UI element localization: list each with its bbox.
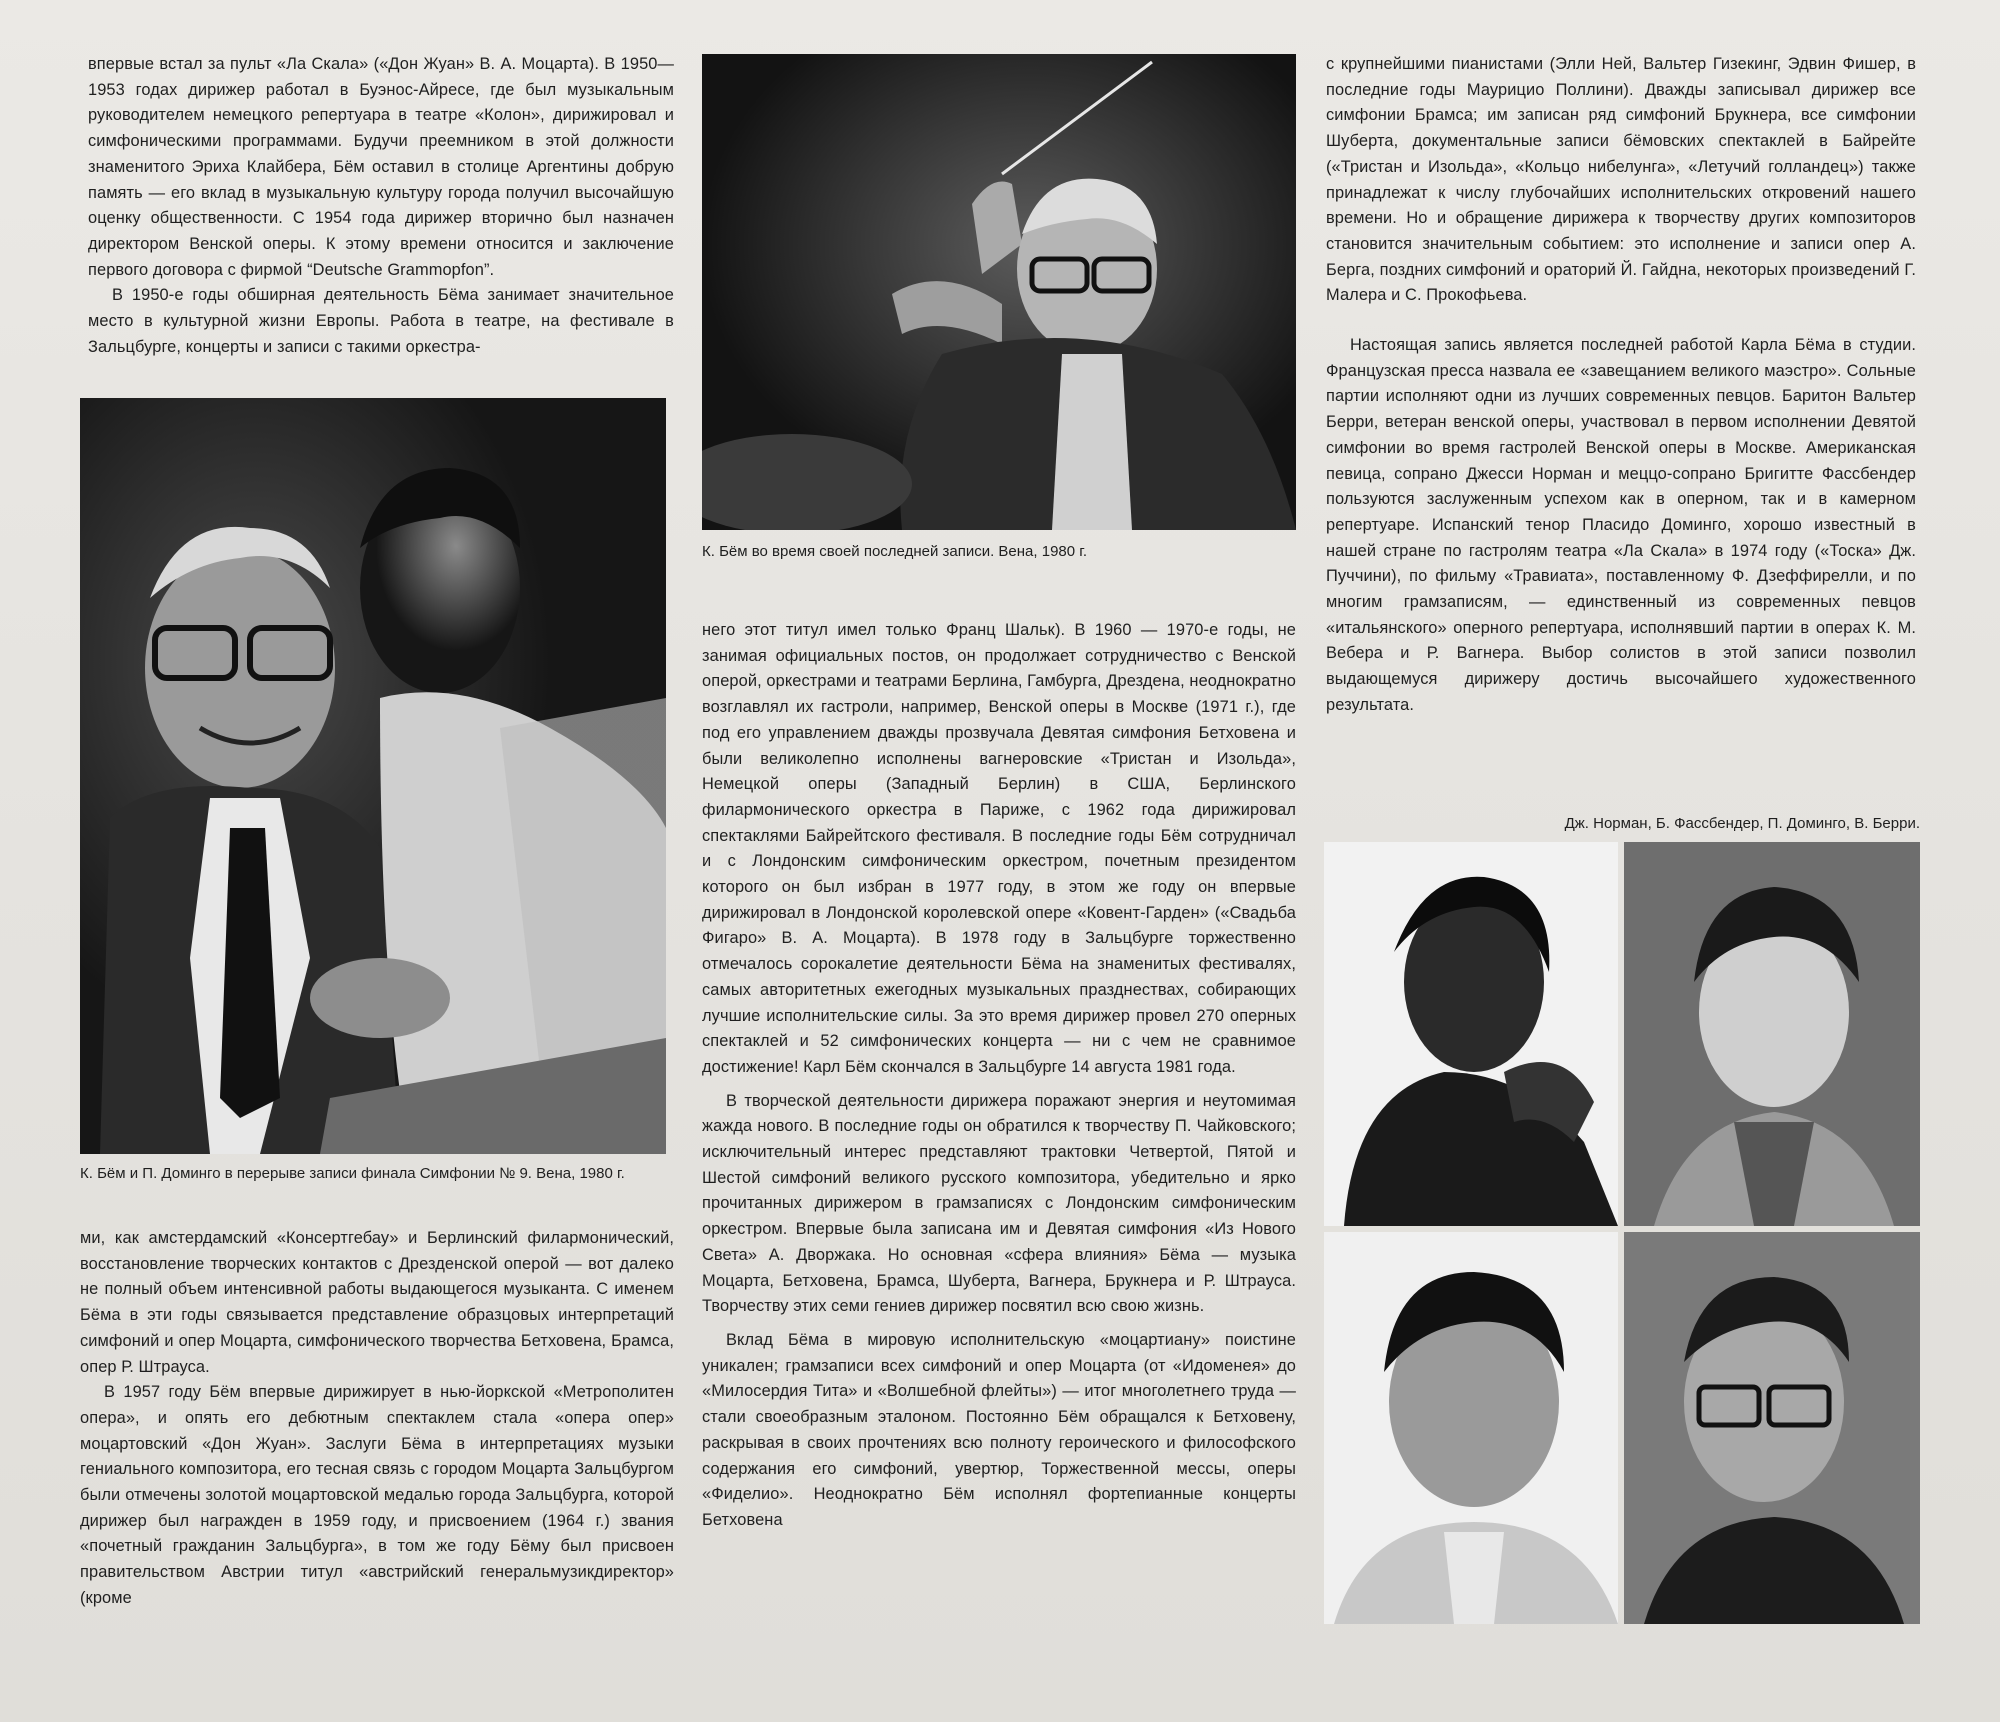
photo-bohm-domingo-image <box>80 398 666 1154</box>
photo-berry-image <box>1624 1232 1920 1624</box>
photo-fassbaender-image <box>1624 842 1920 1226</box>
photo-bohm-conducting-caption: К. Бём во время своей последней записи. Вена, 1980 г. <box>702 543 1088 560</box>
photo-berry <box>1624 1232 1920 1624</box>
paragraph: Настоящая запись является последней работой Карла Бёма в студии. Французская пресса назвала ее «завещанием великого маэстро». Сольные партии исполняют одни из лучших современных певцов. Баритон Вальтер Берри, ветеран венской оперы, участвовал в первом исполнении Девятой симфонии во время гастролей Венской оперы в Москве. Американская певица, сопрано Джесси Норман и меццо-сопрано Бригитте Фассбендер пользуются заслуженным успехом как в оперном, так и в камерном репертуаре. Испанский тенор Пласидо Доминго, хорошо известный в нашей стране по гастролям театра «Ла Скала» в 1974 году («Тоска» Дж. Пуччини), по фильму «Травиата», поставленному Ф. Дзеффирелли, и по многим грамзаписям, — единственный из современных певцов «итальянского» оперного репертуара, исполнявший партии в операх К. М. Вебера и Р. Вагнера. Выбор солистов в этой записи позволил выдающемуся дирижеру достичь высочайшего художественного результата. <box>1326 336 1916 714</box>
photo-bohm-domingo <box>80 398 666 1154</box>
col1-top-text <box>88 52 674 360</box>
photo-bohm-conducting <box>702 54 1296 530</box>
paragraph: В 1950-е годы обширная деятельность Бёма занимает значительное место в культурной жизни Европы. Работа в театре, на фестивале в Зальцбурге, концерты и записи с такими оркестра- <box>88 286 674 356</box>
photo-norman-image <box>1324 842 1618 1226</box>
paragraph: него этот титул имел только Франц Шальк). В 1960 — 1970-е годы, не занимая официальных постов, он продолжает сотрудничество с Венской оперой, оркестрами и театрами Берлина, Гамбурга, Дрездена, неоднократно возглавлял их гастроли, например, Венской оперы в Москве (1971 г.), где под его управлением дважды прозвучала Девятая симфония Бетховена и были великолепно исполнены вагнеровские «Тристан и Изольда», Немецкой оперы (Западный Берлин) в США, Берлинского филармонического оркестра в Париже, с 1962 года дирижировал спектаклями Байрейтского фестиваля. В последние годы Бём сотрудничал и с Лондонским симфоническим оркестром, почетным президентом которого он был избран в 1977 году, в этом же году он впервые дирижировал в Лондонской королевской опере «Ковент-Гарден» («Свадьба Фигаро» В. А. Моцарта). В 1978 году в Зальцбурге торжественно отмечалось сорокалетие деятельности Бёма на знаменитых фестивалях, самых авторитетных ежегодных музыкальных празднествах, собирающих лучшие исполнительские силы. За это время дирижер провел 270 оперных спектаклей и 52 симфонических концерта — ни с чем не сравнимое достижение! Карл Бём скончался в Зальцбурге 14 августа 1981 года. <box>702 621 1296 1076</box>
col1-bottom-text <box>80 1226 674 1612</box>
paragraph: с крупнейшими пианистами (Элли Ней, Вальтер Гизекинг, Эдвин Фишер, в последние годы Маурицио Поллини). Дважды записывал дирижер все симфонии Брамса; им записан ряд симфоний Брукнера, все симфонии Шуберта, документальные записи бёмовских спектаклей в Байрейте («Тристан и Изольда», «Кольцо нибелунга», «Летучий голландец») также принадлежат к числу глубочайших исполнительских откровений нашего времени. Но и обращение дирижера к творчеству других композиторов становится значительным событием: это исполнение и записи опер А. Берга, поздних симфоний и ораторий Й. Гайдна, некоторых произведений Г. Малера и С. Прокофьева. <box>1326 55 1916 305</box>
photo-bohm-domingo-caption: К. Бём и П. Доминго в перерыве записи финала Симфонии № 9. Вена, 1980 г. <box>80 1165 625 1182</box>
soloists-caption: Дж. Норман, Б. Фассбендер, П. Доминго, В. Берри. <box>1564 815 1920 832</box>
col3-text <box>1326 52 1916 719</box>
photo-domingo-image <box>1324 1232 1618 1624</box>
photo-fassbaender <box>1624 842 1920 1226</box>
paragraph: ми, как амстердамский «Консертгебау» и Берлинский филармонический, восстановление творческих контактов с Дрезденской оперой — вот далеко не полный объем интенсивной работы выдающегося музыканта. С именем Бёма в эти годы связывается представление образцовых интерпретаций симфоний и опер Моцарта, симфонического творчества Бетховена, Брамса, опер Р. Штрауса. <box>80 1229 674 1376</box>
paragraph: В 1957 году Бём впервые дирижирует в нью-йоркской «Метрополитен опера», и опять его дебютным спектаклем стала «опера опер» моцартовский «Дон Жуан». Заслуги Бёма в интерпретациях музыки гениального композитора, его тесная связь с городом Моцарта Зальцбургом были отмечены золотой моцартовской медалью города Зальцбурга, которой дирижер был награжден в 1959 году, и присвоением (1964 г.) звания «почетный гражданин Зальцбурга», в том же году Бёму был присвоен правительством Австрии титул «австрийский генеральмузикдиректор» (кроме <box>80 1383 674 1607</box>
photo-norman <box>1324 842 1618 1226</box>
col2-text <box>702 618 1296 1534</box>
photo-bohm-conducting-image <box>702 54 1296 530</box>
photo-domingo <box>1324 1232 1618 1624</box>
paragraph: впервые встал за пульт «Ла Скала» («Дон Жуан» В. А. Моцарта). В 1950—1953 годах дирижер работал в Буэнос-Айресе, где был музыкальным руководителем немецкого репертуара в театре «Колон», дирижировал и симфоническими программами. Будучи преемником в этой должности знаменитого Эриха Клайбера, Бём оставил в столице Аргентины добрую память — его вклад в музыкальную культуру города получил высочайшую оценку общественности. С 1954 года дирижер вторично был назначен директором Венской оперы. К этому времени относится и заключение первого договора с фирмой “Deutsche Grammopfon”. <box>88 55 674 279</box>
paragraph: Вклад Бёма в мировую исполнительскую «моцартиану» поистине уникален; грамзаписи всех симфоний и опер Моцарта (от «Идоменея» до «Милосердия Тита» и «Волшебной флейты») — итог многолетнего труда — стали своеобразным эталоном. Постоянно Бём обращался к Бетховену, раскрывая в своих прочтениях всю полноту героического и философского содержания его симфоний, увертюр, Торжественной мессы, оперы «Фиделио». Неоднократно Бём исполнял фортепианные концерты Бетховена <box>702 1330 1296 1529</box>
paragraph: В творческой деятельности дирижера поражают энергия и неутомимая жажда нового. В последние годы он обратился к творчеству П. Чайковского; исключительный интерес представляют трактовки Четвертой, Пятой и Шестой симфоний великого русского композитора, убедительно и ярко прочитанных дирижером в грамзаписях с Лондонским симфоническим оркестром. Впервые была записана им и Девятая симфония «Из Нового Света» А. Дворжака. Но основная «сфера влияния» Бёма — музыка Моцарта, Бетховена, Брамса, Шуберта, Вагнера, Брукнера и Р. Штрауса. Творчеству этих семи гениев дирижер посвятил всю свою жизнь. <box>702 1091 1296 1316</box>
